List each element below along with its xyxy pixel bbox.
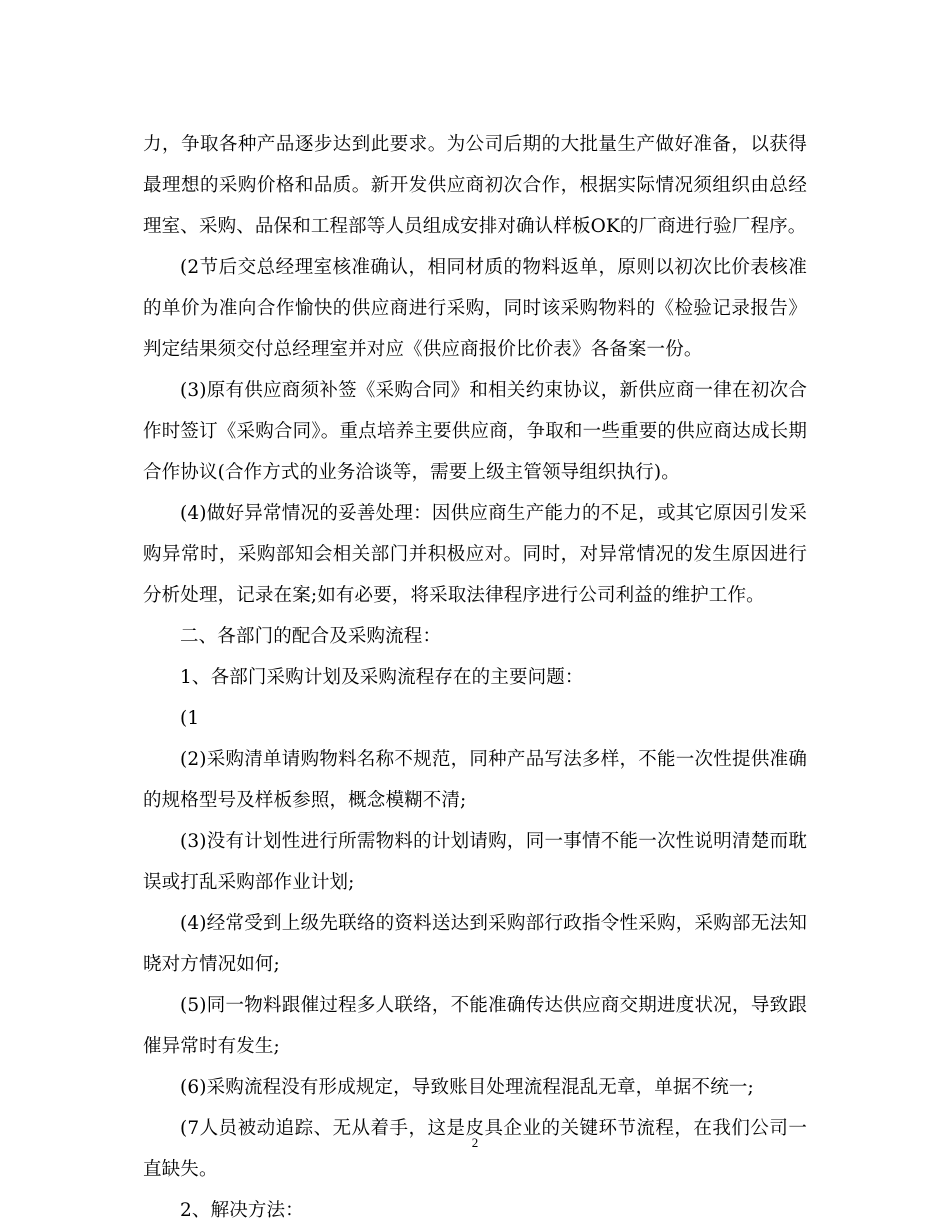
document-body bbox=[143, 124, 807, 1231]
paragraph-item-4-exceptions: (4)做好异常情况的妥善处理：因供应商生产能力的不足，或其它原因引发采购异常时，采购部知会相关部门并积极应对。同时，对异常情况的发生原因进行分析处理，记录在案;如有必要，将采取法律程序进行公司利益的维护工作。 bbox=[143, 503, 807, 606]
problem-item-3: (3)没有计划性进行所需物料的计划请购，同一事情不能一次性说明清楚而耽误或打乱采购部作业计划; bbox=[143, 831, 807, 893]
section-heading-department-cooperation: 二、各部门的配合及采购流程： bbox=[180, 626, 442, 647]
problem-item-5: (5)同一物料跟催过程多人联络，不能准确传达供应商交期进度状况，导致跟催异常时有发生; bbox=[143, 995, 807, 1057]
problem-item-6: (6)采购流程没有形成规定，导致账目处理流程混乱无章，单据不统一; bbox=[180, 1077, 754, 1098]
subsection-heading-solutions: 2、解决方法： bbox=[180, 1200, 304, 1221]
paragraph-item-2-approval: (2节后交总经理室核准确认，相同材质的物料返单，原则以初次比价表核准的单价为准向合作愉快的供应商进行采购，同时该采购物料的《检验记录报告》判定结果须交付总经理室并对应《供应商报价比价表》各备案一份。 bbox=[143, 257, 807, 360]
page-number: 2 bbox=[471, 1135, 479, 1150]
problem-item-7: (7人员被动追踪、无从着手，这是皮具企业的关键环节流程，在我们公司一直缺失。 bbox=[143, 1118, 807, 1180]
subsection-heading-main-problems: 1、各部门采购计划及采购流程存在的主要问题： bbox=[180, 667, 584, 688]
paragraph-item-3-contracts: (3)原有供应商须补签《采购合同》和相关约束协议，新供应商一律在初次合作时签订《采购合同》。重点培养主要供应商，争取和一些重要的供应商达成长期合作协议(合作方式的业务洽谈等，需要上级主管领导组织执行)。 bbox=[143, 380, 807, 483]
problem-item-1: (1 bbox=[180, 708, 200, 729]
problem-item-2: (2)采购清单请购物料名称不规范，同种产品写法多样，不能一次性提供准确的规格型号及样板参照，概念模糊不清; bbox=[143, 749, 807, 811]
problem-item-4: (4)经常受到上级先联络的资料送达到采购部行政指令性采购，采购部无法知晓对方情况如何; bbox=[143, 913, 807, 975]
paragraph-procurement-quality: 力，争取各种产品逐步达到此要求。为公司后期的大批量生产做好准备，以获得最理想的采购价格和品质。新开发供应商初次合作，根据实际情况须组织由总经理室、采购、品保和工程部等人员组成安排对确认样板OK的厂商进行验厂程序。 bbox=[143, 134, 807, 237]
